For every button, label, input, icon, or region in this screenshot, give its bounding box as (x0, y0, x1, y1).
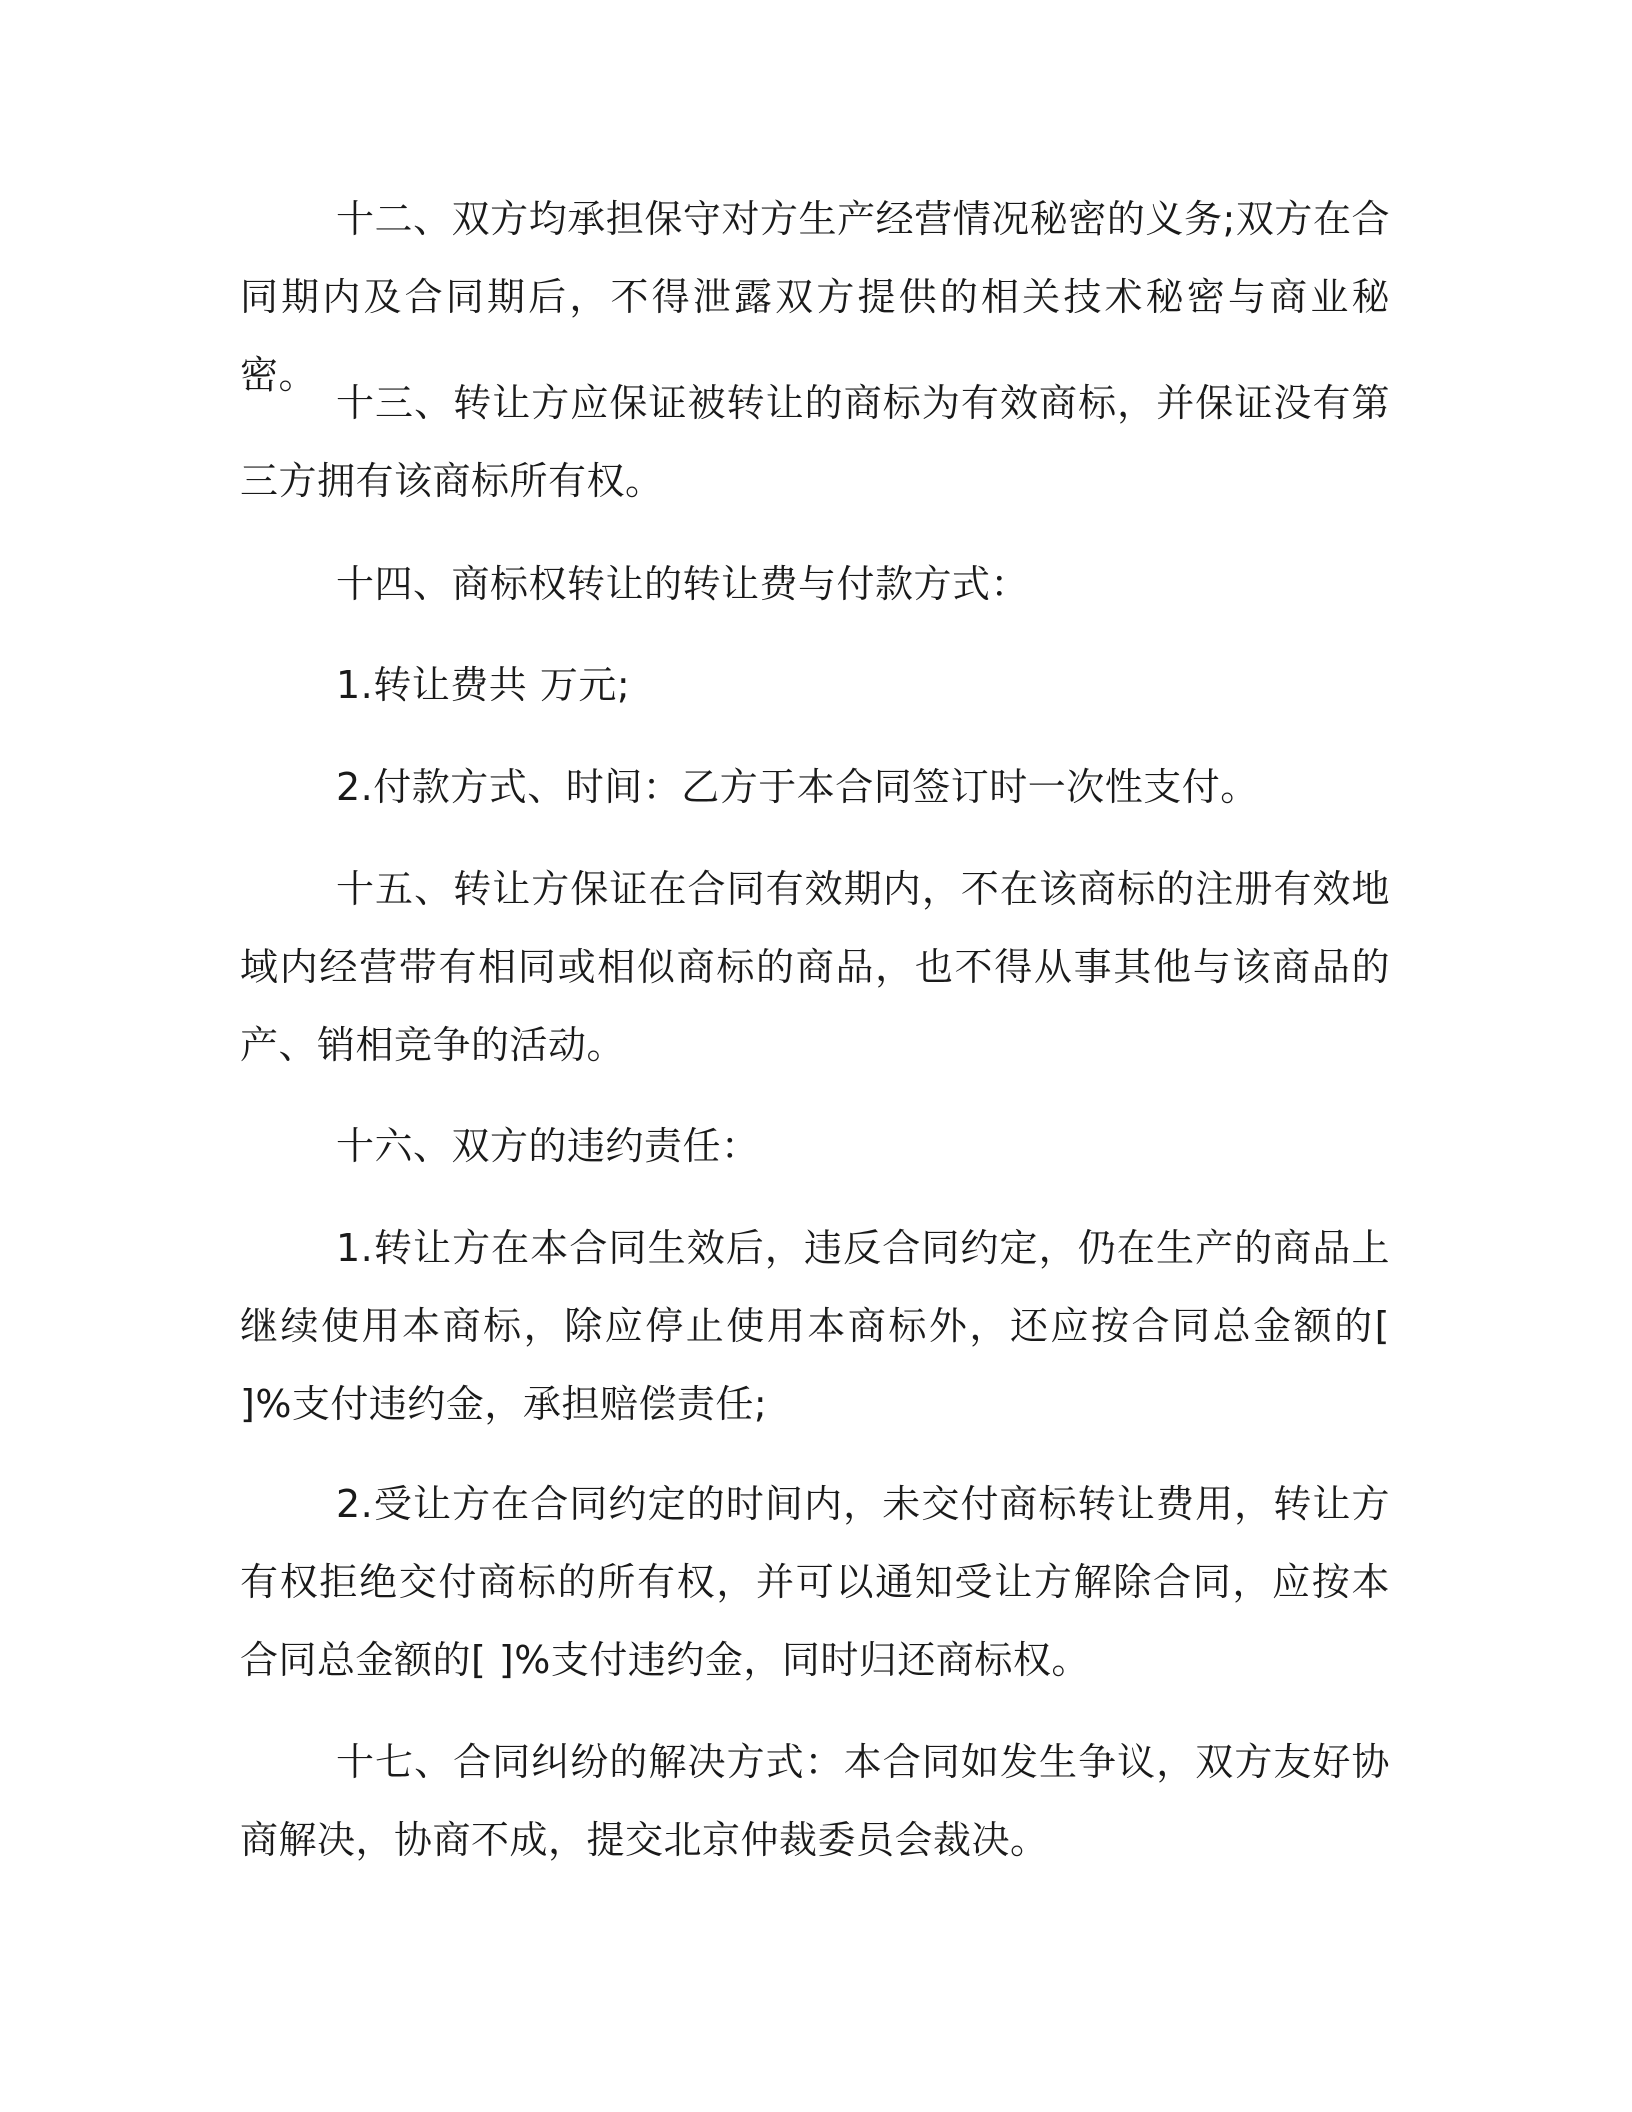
clause-12-confidentiality: 十二、双方均承担保守对方生产经营情况秘密的义务;双方在合同期内及合同期后，不得泄露双方提供的相关技术秘密与商业秘密。 (240, 197, 1390, 397)
clause-17-dispute-resolution: 十七、合同纠纷的解决方式：本合同如发生争议，双方友好协商解决，协商不成，提交北京仲裁委员会裁决。 (240, 1740, 1390, 1862)
clause-13-trademark-validity: 十三、转让方应保证被转让的商标为有效商标，并保证没有第三方拥有该商标所有权。 (240, 381, 1390, 503)
clause-15-non-compete: 十五、转让方保证在合同有效期内，不在该商标的注册有效地域内经营带有相同或相似商标的商品，也不得从事其他与该商品的产、销相竞争的活动。 (240, 867, 1390, 1067)
clause-16-item-1-transferor: 1.转让方在本合同生效后，违反合同约定，仍在生产的商品上继续使用本商标，除应停止使用本商标外，还应按合同总金额的[ ]%支付违约金，承担赔偿责任; (240, 1226, 1390, 1426)
clause-16-item-2-transferee: 2.受让方在合同约定的时间内，未交付商标转让费用，转让方有权拒绝交付商标的所有权，并可以通知受让方解除合同，应按本合同总金额的[ ]%支付违约金，同时归还商标权。 (240, 1482, 1390, 1682)
clause-16-liability-heading: 十六、双方的违约责任： (336, 1124, 760, 1168)
clause-14-item-2-payment: 2.付款方式、时间：乙方于本合同签订时一次性支付。 (336, 765, 1259, 809)
clause-14-transfer-fee-heading: 十四、商标权转让的转让费与付款方式： (336, 562, 1030, 606)
clause-14-item-1-fee: 1.转让费共 万元; (336, 663, 631, 707)
